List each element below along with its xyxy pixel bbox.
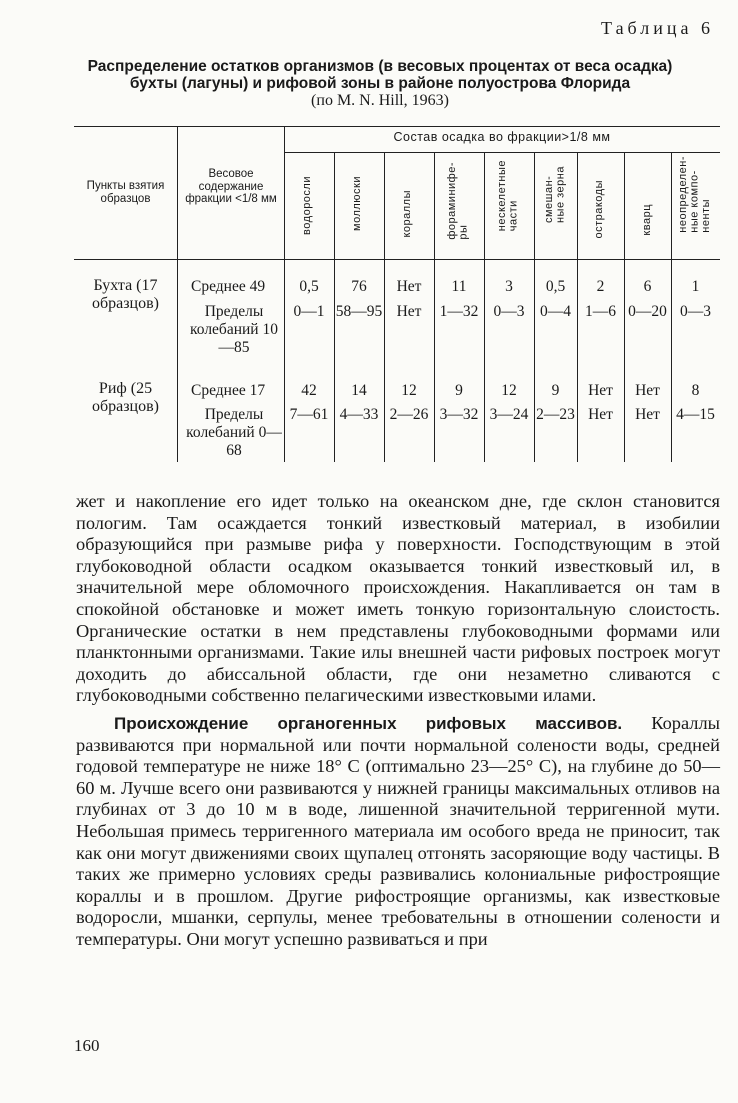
header-mollusks: моллюски	[351, 176, 363, 231]
title-line-3: (по M. N. Hill, 1963)	[311, 92, 449, 109]
table-cell: 0,5	[299, 278, 319, 295]
table-cell: 9	[455, 382, 463, 399]
table-cell: 9	[551, 382, 560, 399]
table-label: Таблица 6	[601, 18, 714, 38]
header-quartz: кварц	[641, 204, 653, 236]
header-corals: кораллы	[401, 190, 413, 238]
table-cell: Нет	[588, 406, 613, 423]
header-nonskeletal: нескелетные части	[496, 160, 520, 232]
section-text: Кораллы развиваются при нормальной или почти нормальной солености воды, средней годовой температуре не ниже 18° С (оптимально 23—25° С), на глубине до 50—60 м. Лучше всего они развиваются у нижней границы максимальных отливов на глубинах от 3 до 10 м в воде, лишенной значительной терригенной мути. Небольшая примесь терригенного материала им особого вреда не приносит, так как они могут движениями своих щупалец отгонять засоряющие воду частицы. В таких же примерно условиях среды развивались колониальные рифостроящие кораллы и в прошлом. Другие рифостроящие организмы, как известковые водоросли, мшанки, серпулы, менее требовательны в отношении солености и температуры. Они могут успешно развиваться и при	[76, 712, 720, 949]
table-cell: 8	[691, 382, 700, 399]
table-cell: 1—32	[439, 303, 479, 320]
table-cell: 4—33	[339, 406, 379, 423]
table-cell: Нет	[588, 382, 613, 399]
bay-range-label: Пределы колебаний 10—85	[190, 303, 278, 356]
header-algae: водоросли	[301, 176, 313, 235]
title-line-1: Распределение остатков организмов (в весовых процентах от веса осадка)	[87, 58, 673, 75]
table-cell: 12	[501, 382, 517, 399]
table-cell: 0—20	[628, 303, 667, 320]
header-foraminifera: фораминифе- ры	[446, 162, 470, 240]
header-sites: Пункты взятия образцов	[86, 180, 165, 205]
table-cell: 2—23	[536, 406, 575, 423]
table-cell: 0—3	[493, 303, 525, 320]
table-cell: 0,5	[545, 278, 566, 295]
site-reef: Риф (25 образцов)	[91, 380, 159, 415]
title-line-2: бухты (лагуны) и рифовой зоны в районе полуострова Флорида	[129, 75, 631, 92]
header-mixed-grains: смешан- ные зерна	[543, 166, 567, 224]
table-title	[60, 58, 700, 109]
table-cell: 0—4	[540, 303, 571, 320]
table-cell: 4—15	[676, 406, 715, 423]
table-cell: 1	[691, 278, 700, 295]
table-cell: Нет	[396, 278, 422, 295]
table-cell: 14	[351, 382, 367, 399]
body-text	[76, 491, 720, 950]
table-top-rule	[74, 126, 720, 127]
table-cell: 0—1	[293, 303, 325, 320]
page-number: 160	[74, 1036, 100, 1055]
table-cell: 6	[643, 278, 652, 295]
header-ostracods: остракоды	[593, 180, 605, 239]
table-cell: 2	[596, 278, 605, 295]
header-weight: Весовое содержание фракции <1/8 мм	[185, 168, 277, 205]
bay-mean-label: Среднее 49	[191, 278, 266, 295]
table-cell: 3	[505, 278, 513, 295]
section-heading: Происхождение органогенных рифовых массивов.	[114, 713, 623, 733]
section-paragraph	[76, 713, 720, 951]
data-table	[74, 126, 720, 464]
table-cell: Нет	[396, 303, 422, 320]
header-undefined: неопределен- ные компо- ненты	[677, 156, 712, 233]
table-cell: 42	[301, 382, 317, 399]
table-cell: 0—3	[680, 303, 711, 320]
table-cell: 11	[451, 278, 467, 295]
table-cell: Нет	[635, 382, 660, 399]
paragraph: жет и накопление его идет только на океанском дне, где склон становится пологим. Там осаждается тонкий известковый материал, в изобилии образующийся при размыве рифа у поверхности. Господствующим в этой глубоководной области осадком оказывается тонкий известковый ил, в значительной мере обломочного происхождения. Накапливается он там в спокойной обстановке и может иметь тонкую горизонтальную слоистость. Органические остатки в нем представлены глубоководными формами или планктонными организмами. Такие илы внешней части рифовых построек могут доходить до абиссальной области, где они незаметно сливаются с глубоководными собственно пелагическими известковыми илами.	[76, 491, 720, 706]
reef-mean-label: Среднее 17	[191, 382, 266, 399]
header-composition: Состав осадка во фракции>1/8 мм	[393, 130, 611, 144]
table-cell: 12	[401, 382, 417, 399]
table-cell: 1—6	[585, 303, 616, 320]
col-divider-1	[177, 126, 178, 462]
table-cell: 58—95	[335, 303, 383, 320]
table-cell: 3—32	[439, 406, 479, 423]
site-bay: Бухта (17 образцов)	[91, 277, 159, 312]
table-cell: 7—61	[289, 406, 329, 423]
table-cell: 3—24	[489, 406, 529, 423]
composition-rule	[284, 152, 720, 153]
reef-range-label: Пределы колебаний 0—68	[186, 406, 282, 459]
table-cell: Нет	[635, 406, 660, 423]
table-cell: 2—26	[389, 406, 429, 423]
table-cell: 76	[351, 278, 367, 295]
